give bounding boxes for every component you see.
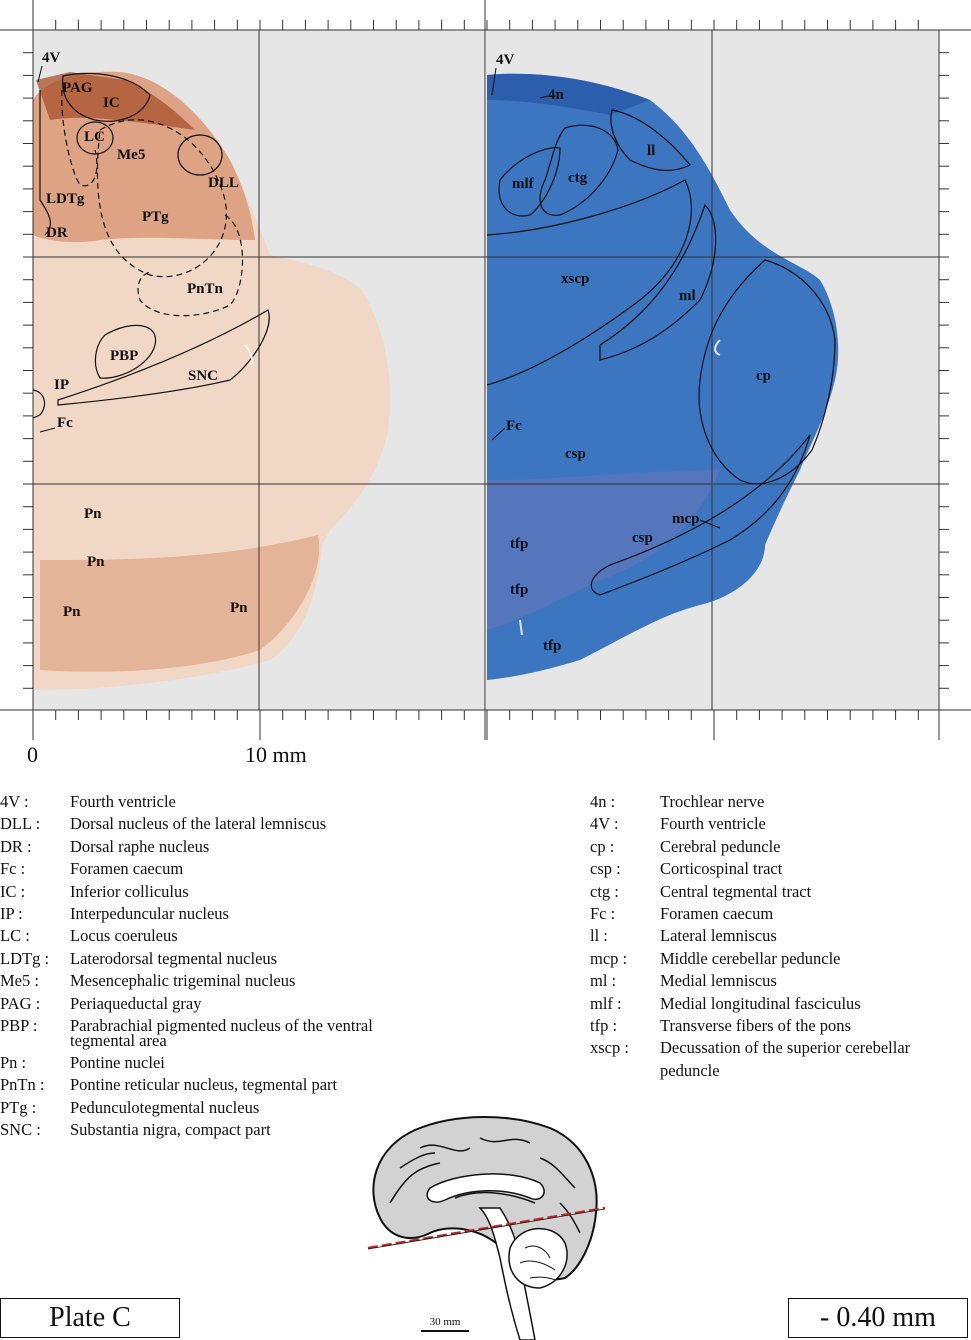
legend-definition: Trochlear nerve [660,792,765,811]
label-mcp: mcp [672,511,700,527]
legend-entry [590,970,960,992]
label-me5: Me5 [117,147,146,163]
legend-definition: Pontine nuclei [70,1053,165,1073]
legend-entry [590,881,960,903]
label-tfp-2: tfp [510,582,529,598]
legend-abbreviation: PAG : [0,993,41,1013]
label-cp: cp [756,368,771,384]
legend-entry [0,970,430,992]
label-csp-2: csp [632,530,653,546]
depth-label: - 0.40 mm [788,1298,968,1338]
label-4n: 4n [548,87,564,103]
legend-entry [590,791,960,813]
label-pag: PAG [62,80,93,96]
legend-entry [590,925,960,947]
legend-abbreviation: IC : [0,881,26,901]
legend-definition: Parabrachial pigmented nucleus of the ventral tegmental area [70,1016,373,1051]
label-xscp: xscp [561,271,590,287]
legend-abbreviation: Fc : [590,904,616,924]
legend-definition: Laterodorsal tegmental nucleus [70,948,278,968]
legend-abbreviation: ml : [590,971,617,991]
label-ip: IP [54,377,69,393]
label-dll: DLL [208,175,239,191]
legend-entry [0,813,430,835]
label-mlf: mlf [512,176,534,192]
legend-entry [590,993,960,1015]
scale-bar-line [421,1330,469,1332]
label-4v-right: 4V [496,52,515,68]
legend-abbreviation: 4n : [590,792,616,811]
label-csp-1: csp [565,446,586,462]
label-dr: DR [46,225,68,241]
legend-abbreviation: 4V : [0,792,29,811]
legend-definition: Foramen caecum [70,859,184,879]
legend-definition: Lateral lemniscus [660,926,777,946]
legend-abbreviation: Fc : [0,859,26,879]
legend-abbreviation: IP : [0,904,23,924]
label-ptg: PTg [142,209,169,225]
legend-entry [0,948,430,970]
legend-entry [0,903,430,925]
legend-entry [0,836,430,858]
legend-abbreviation: xscp : [590,1038,629,1058]
legend-definition: Medial lemniscus [660,971,777,991]
legend-definition: Middle cerebellar peduncle [660,948,841,968]
legend-abbreviation: DR : [0,836,32,856]
label-pn-3: Pn [63,604,81,620]
label-ic: IC [103,95,120,111]
legend-abbreviation: LC : [0,926,30,946]
label-4v: 4V [42,50,61,66]
legend-entry [0,858,430,880]
label-tfp-1: tfp [510,536,529,552]
legend-abbreviation: LDTg : [0,948,50,968]
legend-definition: Transverse fibers of the pons [660,1016,851,1036]
axis-ten-label: 10 mm [245,742,307,767]
legend-definition: Fourth ventricle [660,814,766,834]
legend-definition: Fourth ventricle [70,792,176,811]
label-ldtg: LDTg [46,191,85,207]
legend-abbreviation: Pn : [0,1053,27,1073]
legend-abbreviation: cp : [590,836,615,856]
legend-definition: Interpeduncular nucleus [70,904,229,924]
legend-abbreviation: 4V : [590,814,619,834]
label-pn-2: Pn [87,554,105,570]
legend-entry [590,836,960,858]
legend-definition: Inferior colliculus [70,881,189,901]
legend-entry [590,948,960,970]
label-fc: Fc [57,415,73,431]
legend-definition: Periaqueductal gray [70,993,202,1013]
legend-abbreviation: PBP : [0,1016,38,1036]
scale-bar-label: 30 mm [429,1316,461,1328]
label-pntn: PnTn [187,281,223,297]
legend-definition: Mesencephalic trigeminal nucleus [70,971,296,991]
label-fc-right: Fc [506,418,522,434]
legend-abbreviation: PnTn : [0,1075,45,1095]
legend-definition: Pedunculotegmental nucleus [70,1097,260,1117]
legend-entry [590,813,960,835]
legend-entry [0,1052,430,1074]
legend-abbreviation: PTg : [0,1097,37,1117]
label-ll: ll [647,143,656,159]
legend-definition: Substantia nigra, compact part [70,1120,271,1140]
legend-entry [590,903,960,925]
legend-definition: Medial longitudinal fasciculus [660,993,861,1013]
label-ml: ml [679,288,696,304]
legend-definition: Decussation of the superior cerebellar peduncle [660,1038,911,1080]
legend-definition: Dorsal raphe nucleus [70,836,210,856]
label-pbp: PBP [110,348,139,364]
legend-abbreviation: DLL : [0,814,41,834]
plate-label: Plate C [0,1298,180,1338]
legend-entry [0,1015,430,1052]
legend-definition: Foramen caecum [660,904,774,924]
legend-entry [590,1037,960,1082]
label-snc: SNC [188,368,219,384]
legend-abbreviation: tfp : [590,1016,618,1036]
legend-entry [590,1015,960,1037]
legend-entry [0,993,430,1015]
legend-abbreviation: SNC : [0,1120,41,1140]
axis-zero-label: 0 [27,742,38,767]
label-pn-4: Pn [230,600,248,616]
legend-definition: Locus coeruleus [70,926,178,946]
legend-definition: Corticospinal tract [660,859,783,879]
legend-abbreviation: Me5 : [0,971,39,991]
legend-definition: Central tegmental tract [660,881,812,901]
legend-abbreviation: csp : [590,859,621,879]
label-tfp-3: tfp [543,638,562,654]
legend-abbreviation: ll : [590,926,608,946]
legend-entry [590,858,960,880]
legend-entry [0,925,430,947]
legend-entry [0,1074,430,1096]
brain-inset-diagram [360,1108,610,1340]
legend-abbreviation: ctg : [590,881,619,901]
legend-entry [0,881,430,903]
legend-abbreviation: mcp : [590,948,628,968]
scale-bar [415,1316,475,1332]
legend-definition: Dorsal nucleus of the lateral lemniscus [70,814,327,834]
label-ctg: ctg [568,170,588,186]
legend-definition: Cerebral peduncle [660,836,781,856]
legend-left [0,791,430,1142]
legend-right [590,791,960,1082]
legend-abbreviation: mlf : [590,993,622,1013]
label-pn-1: Pn [84,506,102,522]
label-lc: LC [84,129,105,145]
legend-definition: Pontine reticular nucleus, tegmental part [70,1075,338,1095]
legend-entry [0,791,430,813]
